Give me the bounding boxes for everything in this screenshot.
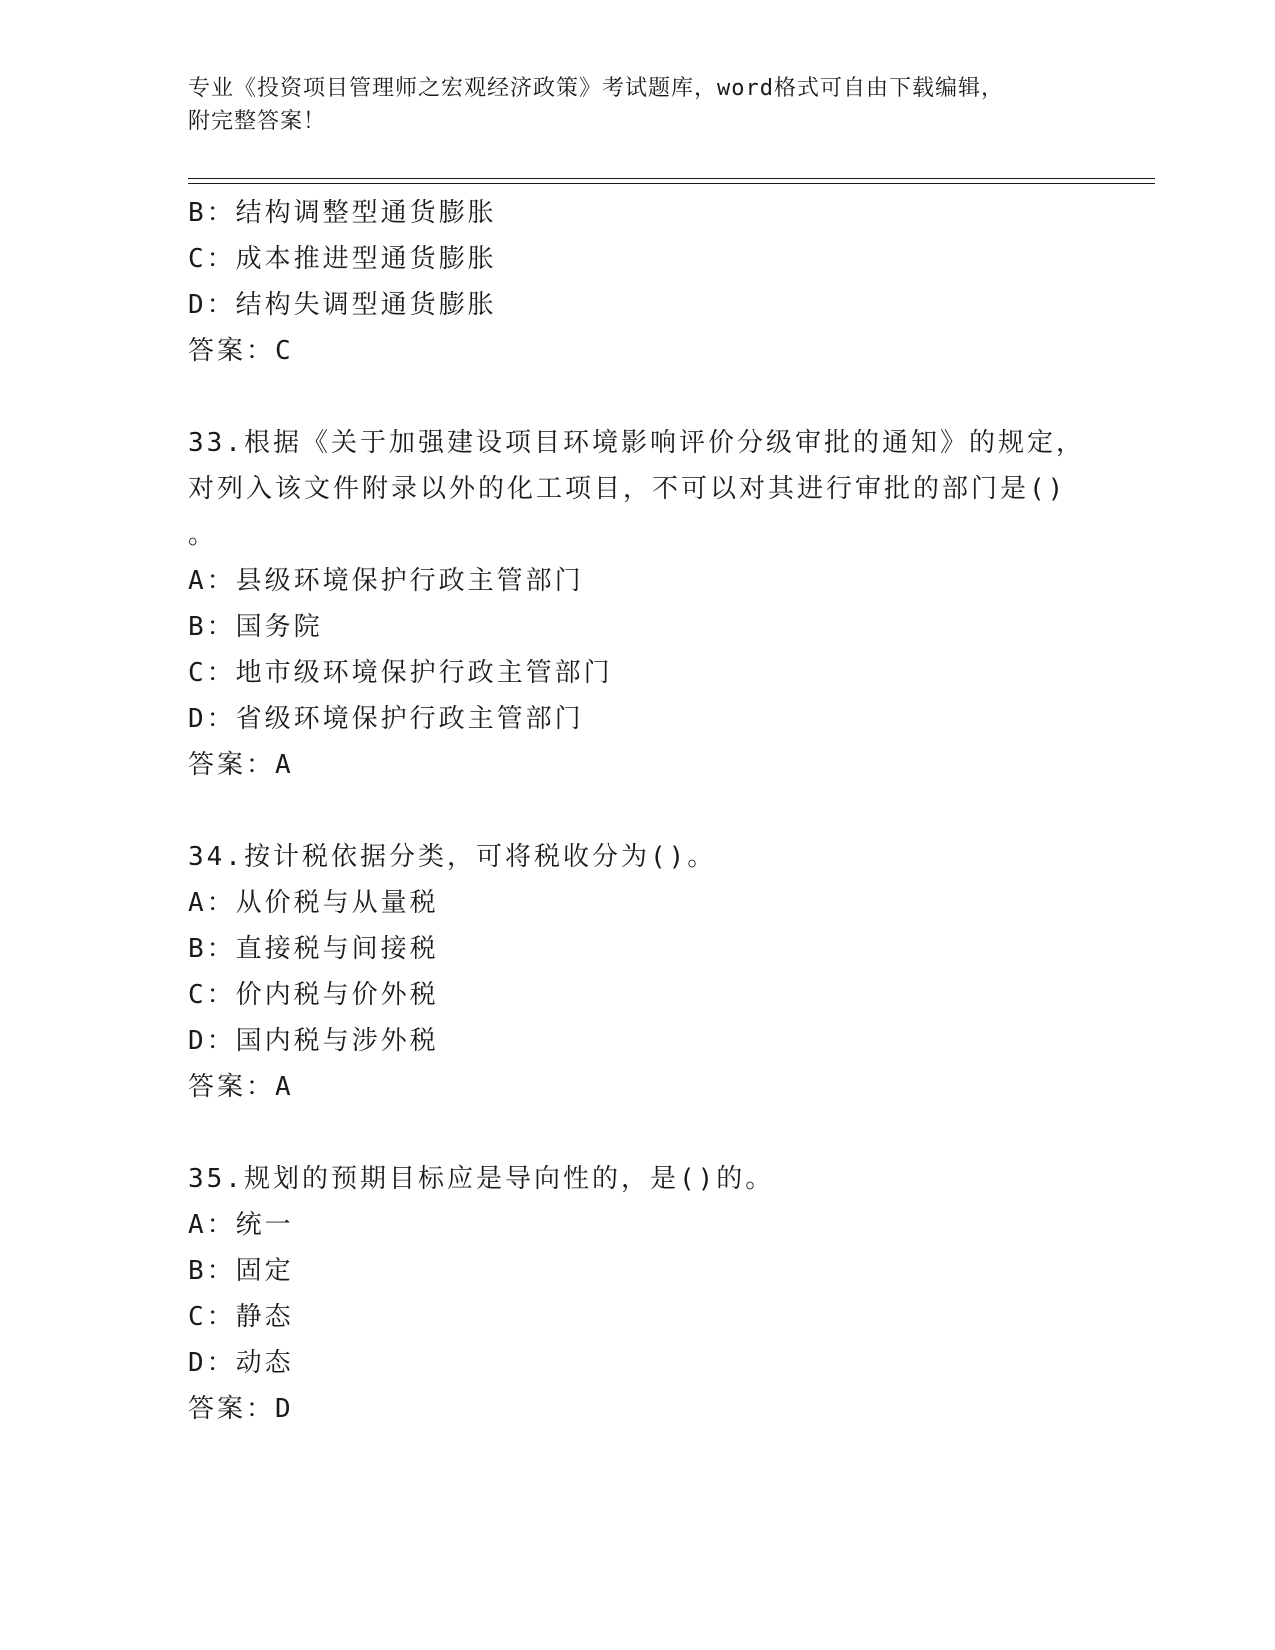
intro-line-1: 专业《投资项目管理师之宏观经济政策》考试题库，word格式可自由下载编辑， bbox=[188, 76, 1004, 101]
question-33 bbox=[188, 420, 1088, 788]
document-intro bbox=[188, 72, 1068, 138]
question-stem-line: 33.根据《关于加强建设项目环境影响评价分级审批的通知》的规定， bbox=[188, 428, 1085, 458]
option-d: D：动态 bbox=[188, 1348, 294, 1378]
answer-line: 答案：D bbox=[188, 1394, 294, 1424]
intro-line-2: 附完整答案！ bbox=[188, 109, 327, 134]
question-stem-line: 对列入该文件附录以外的化工项目，不可以对其进行审批的部门是() bbox=[188, 474, 1067, 504]
answer-line: 答案：A bbox=[188, 1072, 294, 1102]
answer-line: 答案：C bbox=[188, 336, 294, 366]
option-d: D：结构失调型通货膨胀 bbox=[188, 290, 497, 320]
option-c: C：静态 bbox=[188, 1302, 294, 1332]
option-d: D：省级环境保护行政主管部门 bbox=[188, 704, 584, 734]
question-list bbox=[188, 190, 1088, 1432]
option-c: C：地市级环境保护行政主管部门 bbox=[188, 658, 613, 688]
prev-question-block bbox=[188, 190, 1088, 374]
option-b: B：直接税与间接税 bbox=[188, 934, 439, 964]
spacer bbox=[188, 374, 1088, 420]
header-divider-top bbox=[188, 178, 1155, 179]
option-b: B：固定 bbox=[188, 1256, 294, 1286]
header-divider-bottom bbox=[188, 183, 1155, 184]
question-stem-line: 35.规划的预期目标应是导向性的，是()的。 bbox=[188, 1164, 775, 1194]
option-a: A：县级环境保护行政主管部门 bbox=[188, 566, 584, 596]
question-stem-line: 。 bbox=[188, 520, 218, 550]
spacer bbox=[188, 1110, 1088, 1156]
answer-line: 答案：A bbox=[188, 750, 294, 780]
option-a: A：统一 bbox=[188, 1210, 294, 1240]
option-b: B：国务院 bbox=[188, 612, 323, 642]
question-34 bbox=[188, 834, 1088, 1110]
question-35 bbox=[188, 1156, 1088, 1432]
question-stem-line: 34.按计税依据分类，可将税收分为()。 bbox=[188, 842, 717, 872]
option-c: C：成本推进型通货膨胀 bbox=[188, 244, 497, 274]
option-c: C：价内税与价外税 bbox=[188, 980, 439, 1010]
spacer bbox=[188, 788, 1088, 834]
option-d: D：国内税与涉外税 bbox=[188, 1026, 439, 1056]
option-b: B：结构调整型通货膨胀 bbox=[188, 198, 497, 228]
option-a: A：从价税与从量税 bbox=[188, 888, 439, 918]
